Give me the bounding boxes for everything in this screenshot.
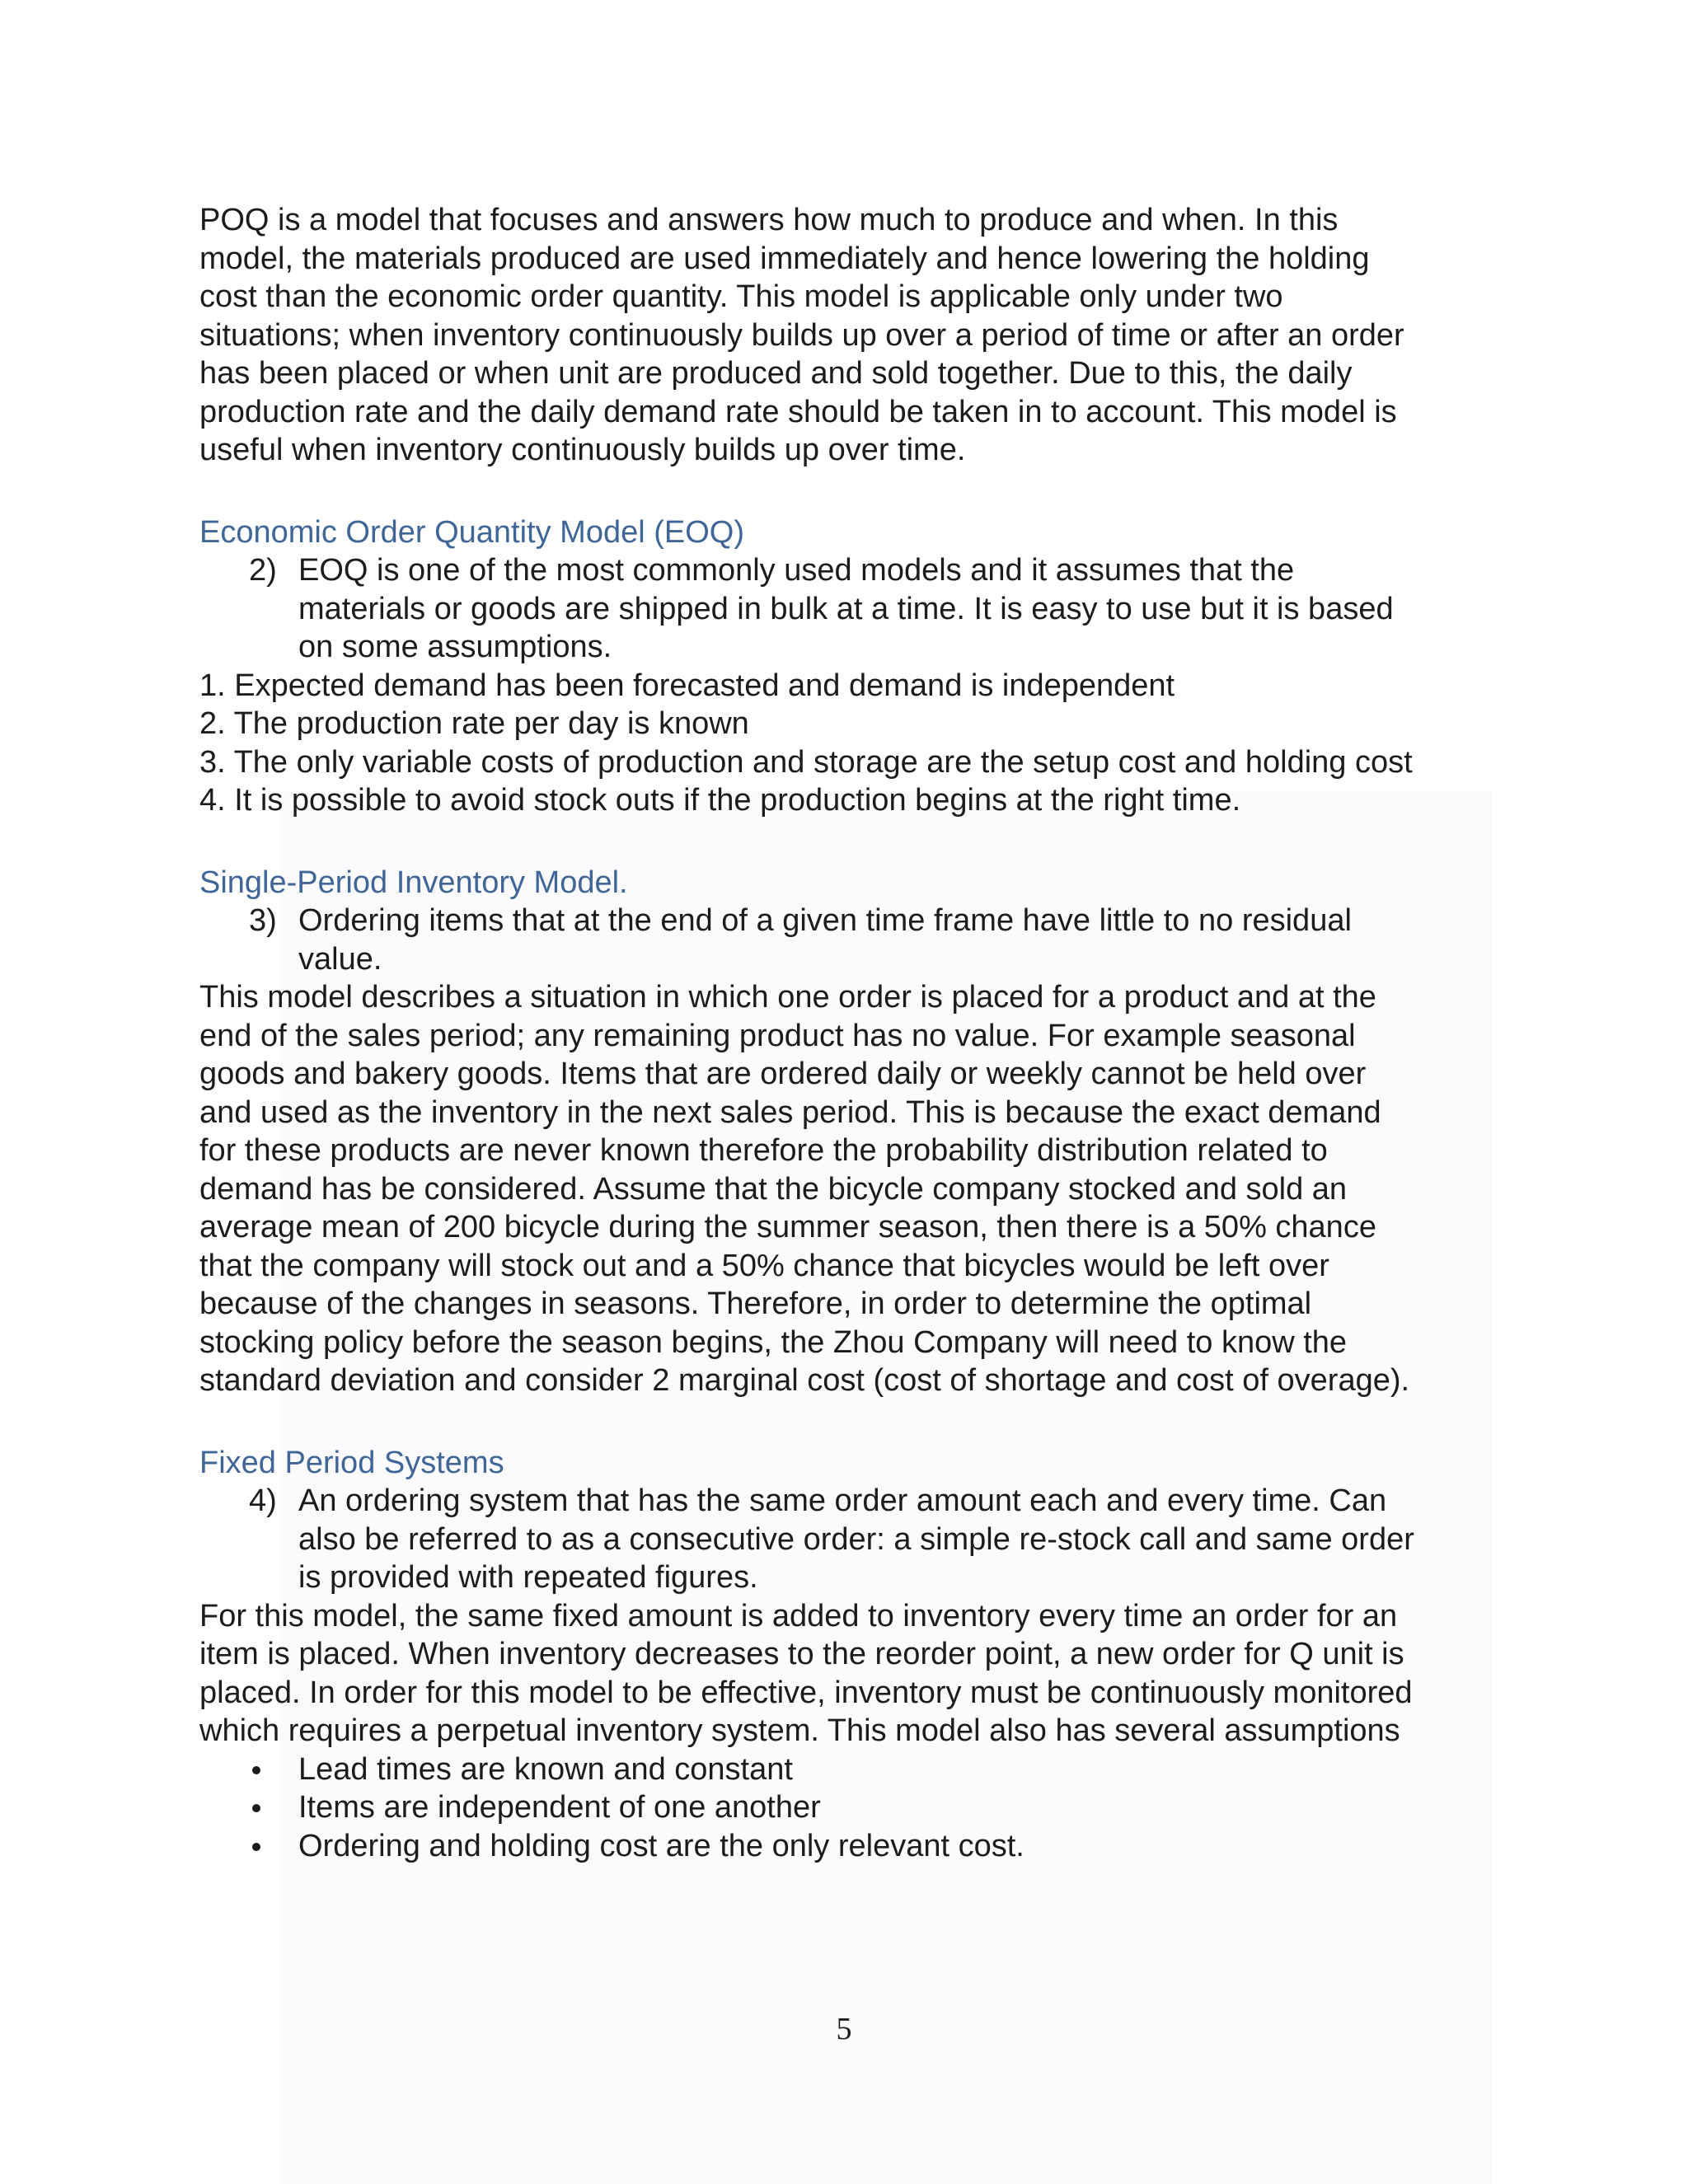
fixed-period-paragraph: [199, 1597, 1502, 1750]
list-item: [199, 1827, 1502, 1866]
text-line: that the company will stock out and a 50% chance that bicycles would be left over: [199, 1248, 1329, 1283]
text-line: production rate and the daily demand rate should be taken in to account. This model is: [199, 394, 1397, 429]
text-line: model, the materials produced are used immediately and hence lowering the holding: [199, 241, 1370, 276]
text-line: item is placed. When inventory decreases to the reorder point, a new order for Q unit is: [199, 1637, 1404, 1671]
list-item: 1. Expected demand has been forecasted and demand is independent: [199, 668, 1175, 703]
eoq-heading: Economic Order Quantity Model (EOQ): [199, 514, 744, 550]
bullet-icon: [252, 1766, 260, 1774]
list-item: 3. The only variable costs of production and storage are the setup cost and holding cost: [199, 744, 1413, 780]
text-line: For this model, the same fixed amount is added to inventory every time an order for an: [199, 1598, 1398, 1633]
text-line: Ordering items that at the end of a given time frame have little to no residual: [298, 903, 1352, 938]
list-item-text: Lead times are known and constant: [298, 1751, 793, 1787]
single-period-paragraph: [199, 978, 1502, 1400]
bullet-icon: [252, 1843, 260, 1851]
list-item: 2. The production rate per day is known: [199, 706, 749, 741]
page-content: [199, 201, 1502, 1865]
intro-paragraph: [199, 201, 1502, 470]
text-line: cost than the economic order quantity. This model is applicable only under two: [199, 279, 1283, 314]
text-line: materials or goods are shipped in bulk at a time. It is easy to use but it is based: [298, 591, 1394, 626]
text-line: placed. In order for this model to be effective, inventory must be continuously monitored: [199, 1675, 1413, 1710]
fixed-period-numbered-item: [199, 1482, 1502, 1597]
text-line: because of the changes in seasons. Therefore, in order to determine the optimal: [199, 1286, 1312, 1321]
text-line: which requires a perpetual inventory system. This model also has several assumptions: [199, 1713, 1400, 1748]
text-line: standard deviation and consider 2 marginal cost (cost of shortage and cost of overage).: [199, 1363, 1410, 1398]
single-period-numbered-item: [199, 902, 1502, 978]
text-line: is provided with repeated figures.: [298, 1560, 758, 1595]
text-line: situations; when inventory continuously builds up over a period of time or after an order: [199, 317, 1404, 353]
text-line: on some assumptions.: [298, 630, 612, 664]
eoq-assumptions-list: [199, 667, 1502, 820]
text-line: POQ is a model that focuses and answers how much to produce and when. In this: [199, 203, 1339, 237]
fixed-period-bullet-list: [199, 1750, 1502, 1866]
text-line: end of the sales period; any remaining product has no value. For example seasonal: [199, 1018, 1356, 1053]
text-line: goods and bakery goods. Items that are ordered daily or weekly cannot be held over: [199, 1057, 1367, 1091]
fixed-period-heading: Fixed Period Systems: [199, 1445, 504, 1480]
list-item: 4. It is possible to avoid stock outs if the production begins at the right time.: [199, 783, 1241, 818]
eoq-numbered-item: [199, 551, 1502, 667]
text-line: has been placed or when unit are produced and sold together. Due to this, the daily: [199, 356, 1353, 391]
text-line: stocking policy before the season begins, the Zhou Company will need to know the: [199, 1324, 1348, 1360]
list-item: [199, 1750, 1502, 1789]
text-line: An ordering system that has the same order amount each and every time. Can: [298, 1483, 1387, 1518]
bullet-icon: [252, 1804, 260, 1812]
text-line: value.: [298, 941, 382, 977]
item-number: 4): [249, 1483, 277, 1518]
text-line: and used as the inventory in the next sales period. This is because the exact demand: [199, 1094, 1381, 1130]
item-number: 2): [249, 553, 277, 588]
list-item-text: Ordering and holding cost are the only relevant cost.: [298, 1828, 1025, 1863]
text-line: average mean of 200 bicycle during the summer season, then there is a 50% chance: [199, 1210, 1376, 1244]
item-number: 3): [249, 903, 277, 938]
list-item: [199, 1788, 1502, 1827]
page-number: 5: [836, 2012, 852, 2046]
text-line: This model describes a situation in which one order is placed for a product and at the: [199, 980, 1376, 1015]
text-line: useful when inventory continuously builds up over time.: [199, 433, 966, 467]
text-line: demand has be considered. Assume that the bicycle company stocked and sold an: [199, 1171, 1348, 1207]
list-item-text: Items are independent of one another: [298, 1790, 821, 1825]
text-line: EOQ is one of the most commonly used models and it assumes that the: [298, 553, 1295, 588]
text-line: for these products are never known therefore the probability distribution related to: [199, 1133, 1328, 1168]
single-period-heading: Single-Period Inventory Model.: [199, 865, 628, 900]
text-line: also be referred to as a consecutive order: a simple re-stock call and same order: [298, 1521, 1414, 1557]
